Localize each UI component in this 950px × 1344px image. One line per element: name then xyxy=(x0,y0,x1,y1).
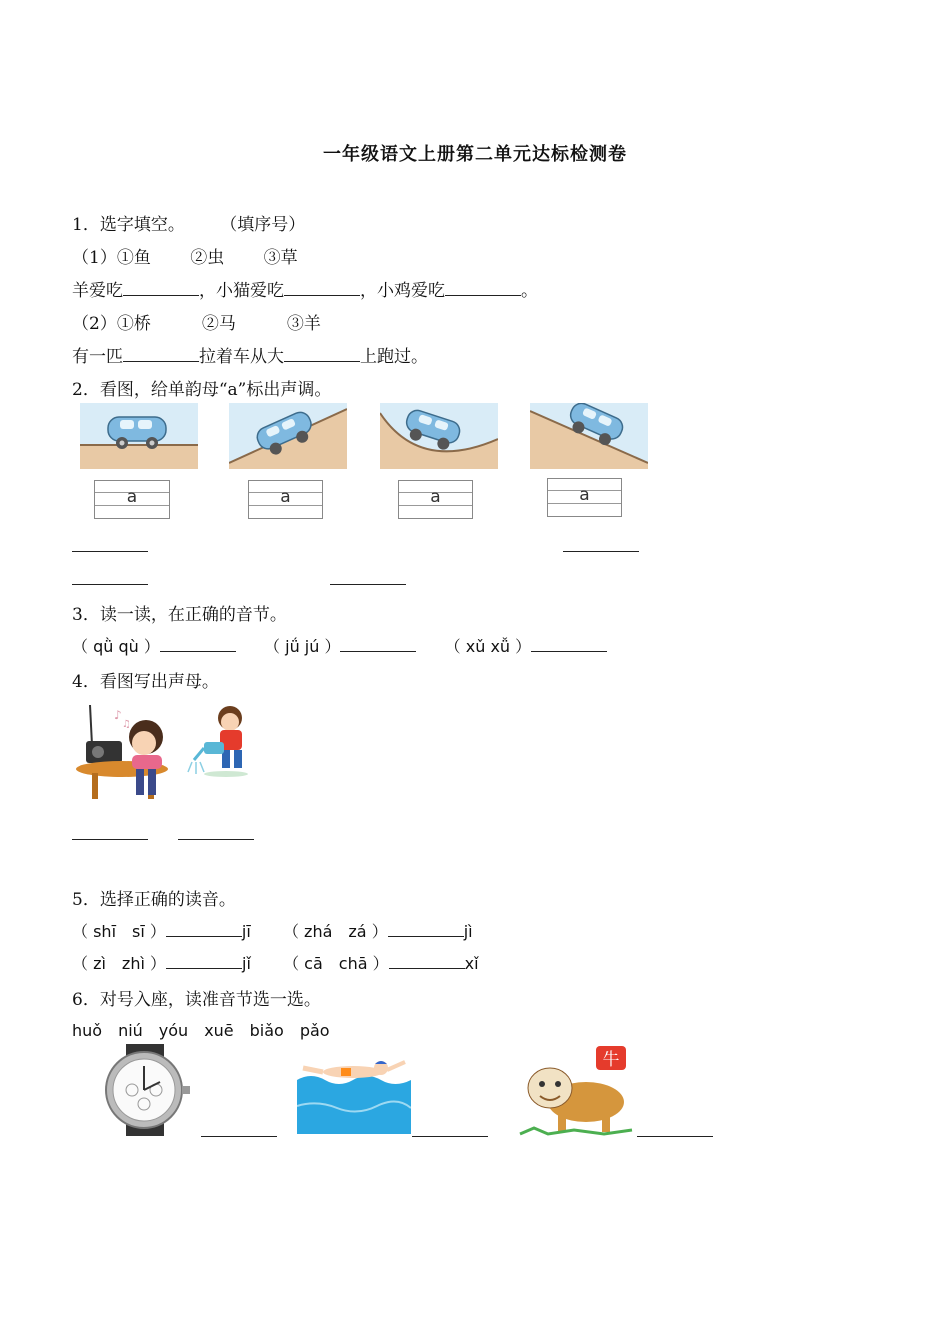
q1-heading xyxy=(72,210,305,235)
svg-text:♫: ♫ xyxy=(122,719,131,730)
tone-box-4[interactable] xyxy=(547,478,622,517)
answer-blank[interactable] xyxy=(284,281,360,296)
letter-a: a xyxy=(430,487,441,507)
watch-picture xyxy=(96,1044,194,1136)
answer-line[interactable] xyxy=(330,584,406,585)
answer-blank[interactable] xyxy=(166,954,242,969)
q5-option-3: （ zì zhì ） xyxy=(72,954,167,973)
q5-tail-1: jī xyxy=(241,922,251,941)
car-downhill-picture xyxy=(530,403,648,469)
swimmer-picture xyxy=(297,1046,411,1134)
answer-blank[interactable] xyxy=(123,281,199,296)
answer-blank[interactable] xyxy=(389,954,465,969)
q1-part1-options: （1）①鱼 ②虫 ③草 xyxy=(72,248,298,268)
q1-p2-s2: 拉着车从大 xyxy=(199,347,284,367)
q6-heading: 6．对号入座，读准音节选一选。 xyxy=(72,990,321,1010)
car-flat-picture xyxy=(80,403,198,469)
q1-p2-s1: 有一匹 xyxy=(72,347,123,367)
q3-heading: 3．读一读，在正确的音节。 xyxy=(72,605,287,625)
answer-line[interactable] xyxy=(72,551,148,552)
q5-heading: 5．选择正确的读音。 xyxy=(72,890,236,910)
q1-p2-s3: 上跑过。 xyxy=(360,347,428,367)
q1-p1-s2: ，小猫爱吃 xyxy=(199,281,284,301)
answer-blank[interactable] xyxy=(284,347,360,362)
q5-option-2: （ zhá zá ） xyxy=(282,922,388,941)
answer-blank[interactable] xyxy=(388,922,464,937)
q5-row-2 xyxy=(72,951,479,974)
answer-line[interactable] xyxy=(412,1136,488,1137)
q3-option-2: （ jǘ jú ） xyxy=(264,637,341,656)
q5-tail-4: xǐ xyxy=(464,954,479,973)
tone-box-3[interactable] xyxy=(398,480,473,519)
q1-p1-s4: 。 xyxy=(521,281,538,301)
letter-a: a xyxy=(579,485,590,505)
page-title: 一年级语文上册第二单元达标检测卷 xyxy=(323,144,627,165)
tone-box-1[interactable] xyxy=(94,480,170,519)
answer-line[interactable] xyxy=(201,1136,277,1137)
answer-blank[interactable] xyxy=(160,637,236,652)
answer-blank[interactable] xyxy=(123,347,199,362)
q5-tail-2: jì xyxy=(463,922,473,941)
q3-option-3: （ xǔ xǚ ） xyxy=(444,637,532,656)
car-uphill-picture xyxy=(229,403,347,469)
boy-watering-picture xyxy=(186,700,262,778)
q2-heading: 2．看图，给单韵母“a”标出声调。 xyxy=(72,380,332,400)
q4-heading: 4．看图写出声母。 xyxy=(72,672,219,692)
answer-blank[interactable] xyxy=(445,281,521,296)
cow-picture xyxy=(514,1044,638,1138)
answer-blank[interactable] xyxy=(166,922,242,937)
q1-note: （填序号） xyxy=(220,215,306,235)
answer-line[interactable] xyxy=(563,551,639,552)
cow-sign-text: 牛 xyxy=(602,1050,620,1070)
answer-line[interactable] xyxy=(72,839,148,840)
q3-option-1: （ qǜ qù ） xyxy=(72,637,160,656)
tone-box-2[interactable] xyxy=(248,480,323,519)
q1-part1-sentence xyxy=(72,276,538,301)
answer-line[interactable] xyxy=(637,1136,713,1137)
q1-p1-s3: ，小鸡爱吃 xyxy=(360,281,445,301)
q1-heading-text: 1．选字填空。 xyxy=(72,215,185,235)
girl-radio-picture xyxy=(72,697,176,805)
q5-option-1: （ shī sī ） xyxy=(72,922,166,941)
q6-syllables: huǒ niú yóu xuē biǎo pǎo xyxy=(72,1021,330,1040)
answer-blank[interactable] xyxy=(340,637,416,652)
q1-p1-s1: 羊爱吃 xyxy=(72,281,123,301)
q1-part2-options: （2）①桥 ②马 ③羊 xyxy=(72,314,321,334)
car-valley-picture xyxy=(380,403,498,469)
answer-line[interactable] xyxy=(178,839,254,840)
q3-options-row xyxy=(72,634,607,657)
answer-blank[interactable] xyxy=(531,637,607,652)
svg-text:♪: ♪ xyxy=(114,708,122,722)
q5-option-4: （ cā chā ） xyxy=(283,954,389,973)
letter-a: a xyxy=(280,487,291,507)
q5-tail-3: jǐ xyxy=(242,954,251,973)
q1-part2-sentence xyxy=(72,342,428,367)
answer-line[interactable] xyxy=(72,584,148,585)
letter-a: a xyxy=(126,487,138,507)
q5-row-1 xyxy=(72,919,473,942)
